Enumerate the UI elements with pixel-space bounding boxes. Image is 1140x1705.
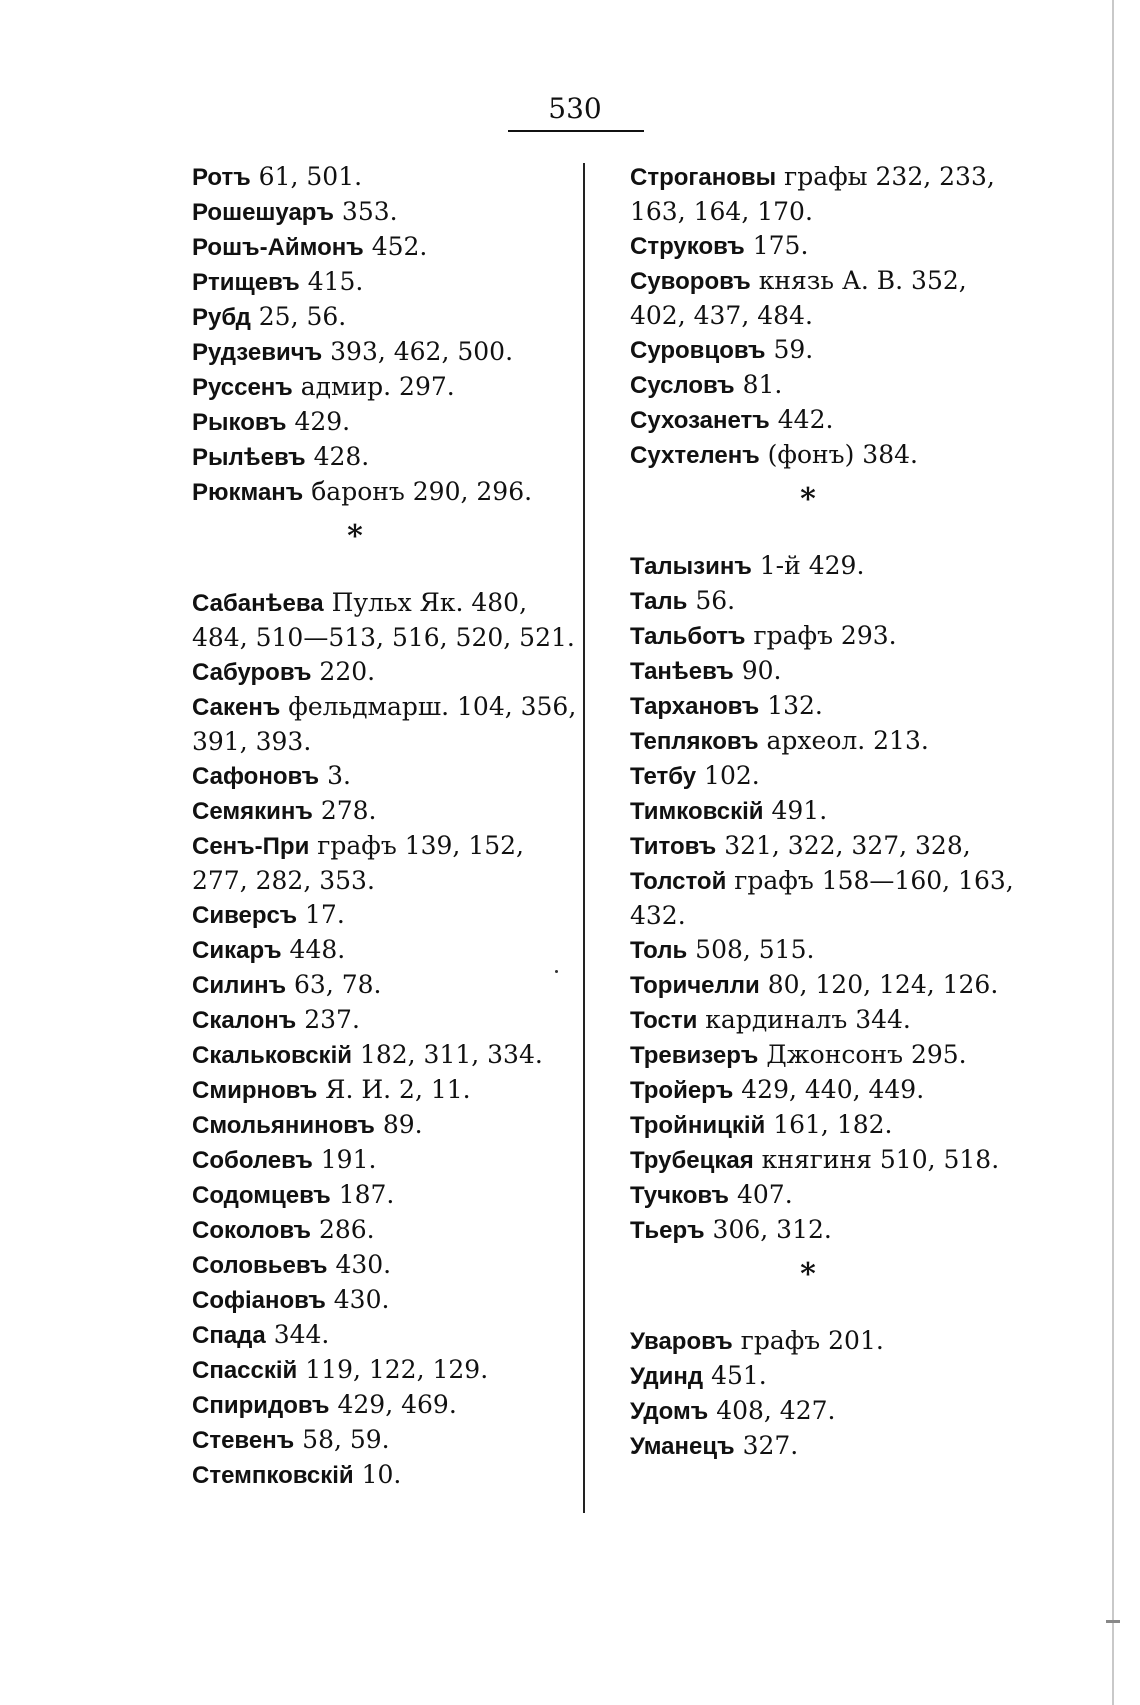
entry-pages: 182, 311, 334. xyxy=(351,1040,543,1069)
entry-name: Тетбу xyxy=(630,763,697,790)
entry-pages: 175. xyxy=(744,231,809,260)
index-entry xyxy=(598,864,1018,933)
index-entry xyxy=(160,794,580,829)
entry-name: Рошешуаръ xyxy=(192,199,334,226)
index-entry xyxy=(160,265,580,300)
entry-name: Соколовъ xyxy=(192,1217,311,1244)
index-entry xyxy=(598,403,1018,438)
index-entry xyxy=(160,655,580,690)
entry-name: Скалонъ xyxy=(192,1007,297,1034)
index-entry xyxy=(160,1423,580,1458)
entry-pages: 10. xyxy=(353,1460,402,1489)
entry-pages: 452. xyxy=(363,232,428,261)
entry-name: Сабуровъ xyxy=(192,659,312,686)
entry-pages: графъ 158—160, 163, 432. xyxy=(630,866,1014,930)
entry-name: Суровцовъ xyxy=(630,337,766,364)
entry-name: Скальковскій xyxy=(192,1042,352,1069)
entry-pages: кардиналъ 344. xyxy=(697,1005,911,1034)
entry-name: Тревизеръ xyxy=(630,1042,759,1069)
entry-name: Толстой xyxy=(630,868,727,895)
entry-name: Удомъ xyxy=(630,1398,709,1425)
index-entry xyxy=(160,1283,580,1318)
index-entry xyxy=(160,475,580,510)
entry-name: Руссенъ xyxy=(192,374,293,401)
entry-name: Соболевъ xyxy=(192,1147,313,1174)
entry-name: Стемпковскій xyxy=(192,1462,354,1489)
index-entry xyxy=(160,1213,580,1248)
entry-pages: 89. xyxy=(374,1110,423,1139)
index-entry xyxy=(598,689,1018,724)
index-entry xyxy=(598,1003,1018,1038)
entry-pages: баронъ 290, 296. xyxy=(303,477,533,506)
entry-pages: 56. xyxy=(687,586,736,615)
entry-name: Тепляковъ xyxy=(630,728,759,755)
page-number: 530 xyxy=(548,92,602,125)
entry-name: Сусловъ xyxy=(630,372,735,399)
entry-name: Толь xyxy=(630,937,688,964)
index-entry xyxy=(598,968,1018,1003)
index-entry xyxy=(160,300,580,335)
entry-name: Строгановы xyxy=(630,164,777,191)
entry-name: Танѣевъ xyxy=(630,658,734,685)
entry-pages: 353. xyxy=(333,197,398,226)
entry-pages: 161, 182. xyxy=(765,1110,893,1139)
index-entry xyxy=(160,968,580,1003)
entry-name: Талызинъ xyxy=(630,553,752,580)
entry-name: Рылѣевъ xyxy=(192,444,306,471)
entry-pages: 278. xyxy=(312,796,377,825)
entry-pages: 17. xyxy=(297,900,345,929)
index-entry xyxy=(598,1213,1018,1248)
index-entry xyxy=(598,1178,1018,1213)
entry-name: Смольяниновъ xyxy=(192,1112,375,1139)
index-entry xyxy=(160,370,580,405)
entry-pages: графъ 293. xyxy=(745,621,897,650)
entry-pages: 407. xyxy=(729,1180,793,1209)
entry-name: Тучковъ xyxy=(630,1182,730,1209)
entry-name: Сухозанетъ xyxy=(630,407,770,434)
entry-pages: 430. xyxy=(325,1285,390,1314)
index-entry xyxy=(598,794,1018,829)
entry-pages: княгиня 510, 518. xyxy=(753,1145,1000,1174)
index-entry xyxy=(598,333,1018,368)
entry-pages: Я. И. 2, 11. xyxy=(317,1075,471,1104)
index-entry xyxy=(160,405,580,440)
index-entry xyxy=(598,160,1018,229)
index-entry xyxy=(598,1394,1018,1429)
entry-pages: археол. 213. xyxy=(758,726,929,755)
index-entry xyxy=(160,1318,580,1353)
column-divider xyxy=(583,163,585,1513)
entry-name: Сенъ-При xyxy=(192,833,310,860)
entry-pages: графы 232, 233, 163, 164, 170. xyxy=(630,162,995,226)
entry-pages: 429, 469. xyxy=(329,1390,457,1419)
entry-name: Тимковскій xyxy=(630,798,764,825)
index-entry xyxy=(598,1073,1018,1108)
index-entry xyxy=(598,1038,1018,1073)
entry-pages: 428. xyxy=(305,442,370,471)
index-entry xyxy=(160,1143,580,1178)
entry-pages: 430. xyxy=(327,1250,392,1279)
entry-name: Удинд xyxy=(630,1363,704,1390)
index-entry xyxy=(598,229,1018,264)
index-entry xyxy=(598,584,1018,619)
entry-pages: 90. xyxy=(733,656,782,685)
entry-pages: 508, 515. xyxy=(687,935,815,964)
entry-pages: 415. xyxy=(299,267,364,296)
index-entry xyxy=(598,759,1018,794)
index-entry xyxy=(160,898,580,933)
index-entry xyxy=(598,724,1018,759)
index-entry xyxy=(160,160,580,195)
index-entry xyxy=(598,1108,1018,1143)
index-entry xyxy=(160,1073,580,1108)
entry-name: Сухтеленъ xyxy=(630,442,760,469)
index-entry xyxy=(598,549,1018,584)
index-entry xyxy=(598,1324,1018,1359)
entry-name: Струковъ xyxy=(630,233,745,260)
entry-name: Сабанѣева xyxy=(192,590,324,617)
index-entry xyxy=(598,1143,1018,1178)
entry-name: Тальботъ xyxy=(630,623,746,650)
index-entry xyxy=(160,1038,580,1073)
entry-pages: 321, 322, 327, 328, xyxy=(716,831,971,860)
entry-pages: 102. xyxy=(696,761,760,790)
entry-name: Торичелли xyxy=(630,972,760,999)
entry-name: Тархановъ xyxy=(630,693,760,720)
index-entry xyxy=(160,1003,580,1038)
index-entry xyxy=(160,195,580,230)
entry-pages: 1-й 429. xyxy=(751,551,865,580)
entry-name: Рубд xyxy=(192,304,251,331)
index-entry xyxy=(598,1359,1018,1394)
entry-pages: фельдмарш. 104, 356, 391, 393. xyxy=(192,692,577,756)
entry-pages: 119, 122, 129. xyxy=(297,1355,489,1384)
entry-pages: 63, 78. xyxy=(286,970,382,999)
index-entry xyxy=(598,829,1018,864)
entry-pages: графъ 201. xyxy=(732,1326,884,1355)
entry-name: Титовъ xyxy=(630,833,717,860)
entry-pages: 286. xyxy=(311,1215,375,1244)
entry-pages: 191. xyxy=(312,1145,377,1174)
index-entry xyxy=(160,1248,580,1283)
entry-name: Сакенъ xyxy=(192,694,281,721)
index-entry xyxy=(598,1429,1018,1464)
index-entry xyxy=(160,690,580,759)
entry-name: Силинъ xyxy=(192,972,287,999)
entry-name: Уваровъ xyxy=(630,1328,733,1355)
entry-pages: 429. xyxy=(286,407,351,436)
entry-name: Соловьевъ xyxy=(192,1252,328,1279)
index-entry xyxy=(160,440,580,475)
index-entry xyxy=(160,1353,580,1388)
entry-pages: 132. xyxy=(759,691,823,720)
index-entry xyxy=(160,1458,580,1493)
entry-pages: 344. xyxy=(265,1320,330,1349)
entry-pages: 3. xyxy=(319,761,351,790)
entry-pages: (фонъ) 384. xyxy=(759,440,918,469)
entry-pages: 220. xyxy=(311,657,376,686)
index-entry xyxy=(598,619,1018,654)
index-entry xyxy=(160,335,580,370)
entry-pages: адмир. 297. xyxy=(292,372,455,401)
entry-name: Софіановъ xyxy=(192,1287,326,1314)
entry-name: Тройницкій xyxy=(630,1112,766,1139)
page-number-rule xyxy=(508,130,644,132)
entry-pages: 451. xyxy=(703,1361,767,1390)
section-separator: * xyxy=(800,482,816,517)
entry-name: Таль xyxy=(630,588,688,615)
index-entry xyxy=(160,1388,580,1423)
entry-pages: 429, 440, 449. xyxy=(733,1075,925,1104)
entry-name: Рошъ-Аймонъ xyxy=(192,234,364,261)
entry-pages: 59. xyxy=(765,335,814,364)
entry-name: Рюкманъ xyxy=(192,479,304,506)
index-entry xyxy=(160,1178,580,1213)
entry-pages: князь А. В. 352, 402, 437, 484. xyxy=(630,266,967,330)
entry-name: Спасскій xyxy=(192,1357,298,1384)
entry-pages: 306, 312. xyxy=(704,1215,832,1244)
entry-pages: Пульх Як. 480, 484, 510—513, 516, 520, 521. xyxy=(192,588,575,652)
index-entry xyxy=(160,586,580,655)
entry-pages: 25, 56. xyxy=(250,302,347,331)
entry-pages: 80, 120, 124, 126. xyxy=(759,970,999,999)
entry-pages: 327. xyxy=(734,1431,799,1460)
entry-pages: 187. xyxy=(330,1180,395,1209)
index-entry xyxy=(160,829,580,898)
entry-name: Спиридовъ xyxy=(192,1392,330,1419)
entry-name: Смирновъ xyxy=(192,1077,318,1104)
index-entry xyxy=(598,438,1018,473)
entry-name: Сафоновъ xyxy=(192,763,320,790)
left-column xyxy=(160,160,580,1493)
entry-name: Спада xyxy=(192,1322,266,1349)
entry-name: Содомцевъ xyxy=(192,1182,331,1209)
entry-name: Семякинъ xyxy=(192,798,313,825)
page-edge-line xyxy=(1112,0,1114,1705)
index-entry xyxy=(160,933,580,968)
right-column xyxy=(598,160,1018,1464)
entry-name: Сикаръ xyxy=(192,937,282,964)
section-separator: * xyxy=(347,519,363,554)
entry-name: Суворовъ xyxy=(630,268,751,295)
entry-pages: Джонсонъ 295. xyxy=(758,1040,967,1069)
entry-name: Стевенъ xyxy=(192,1427,295,1454)
entry-pages: 81. xyxy=(734,370,783,399)
entry-pages: 61, 501. xyxy=(250,162,363,191)
entry-pages: 448. xyxy=(281,935,346,964)
entry-name: Ротъ xyxy=(192,164,251,191)
entry-pages: 442. xyxy=(769,405,834,434)
entry-name: Уманецъ xyxy=(630,1433,735,1460)
index-entry xyxy=(160,230,580,265)
entry-name: Рудзевичъ xyxy=(192,339,323,366)
entry-name: Ртищевъ xyxy=(192,269,300,296)
entry-pages: 58, 59. xyxy=(294,1425,390,1454)
index-entry xyxy=(160,1108,580,1143)
index-entry xyxy=(598,933,1018,968)
entry-pages: 237. xyxy=(296,1005,360,1034)
entry-name: Тьеръ xyxy=(630,1217,705,1244)
entry-name: Трубецкая xyxy=(630,1147,754,1174)
entry-name: Сиверсъ xyxy=(192,902,298,929)
entry-pages: 408, 427. xyxy=(708,1396,836,1425)
entry-pages: графъ 139, 152, 277, 282, 353. xyxy=(192,831,524,895)
entry-name: Тости xyxy=(630,1007,698,1034)
index-entry xyxy=(598,654,1018,689)
entry-pages: 393, 462, 500. xyxy=(322,337,514,366)
entry-pages: 491. xyxy=(763,796,828,825)
index-entry xyxy=(160,759,580,794)
entry-name: Тройеръ xyxy=(630,1077,734,1104)
section-separator: * xyxy=(800,1257,816,1292)
entry-name: Рыковъ xyxy=(192,409,287,436)
page-edge-mark xyxy=(1106,1620,1120,1623)
index-entry xyxy=(598,368,1018,403)
index-entry xyxy=(598,264,1018,333)
